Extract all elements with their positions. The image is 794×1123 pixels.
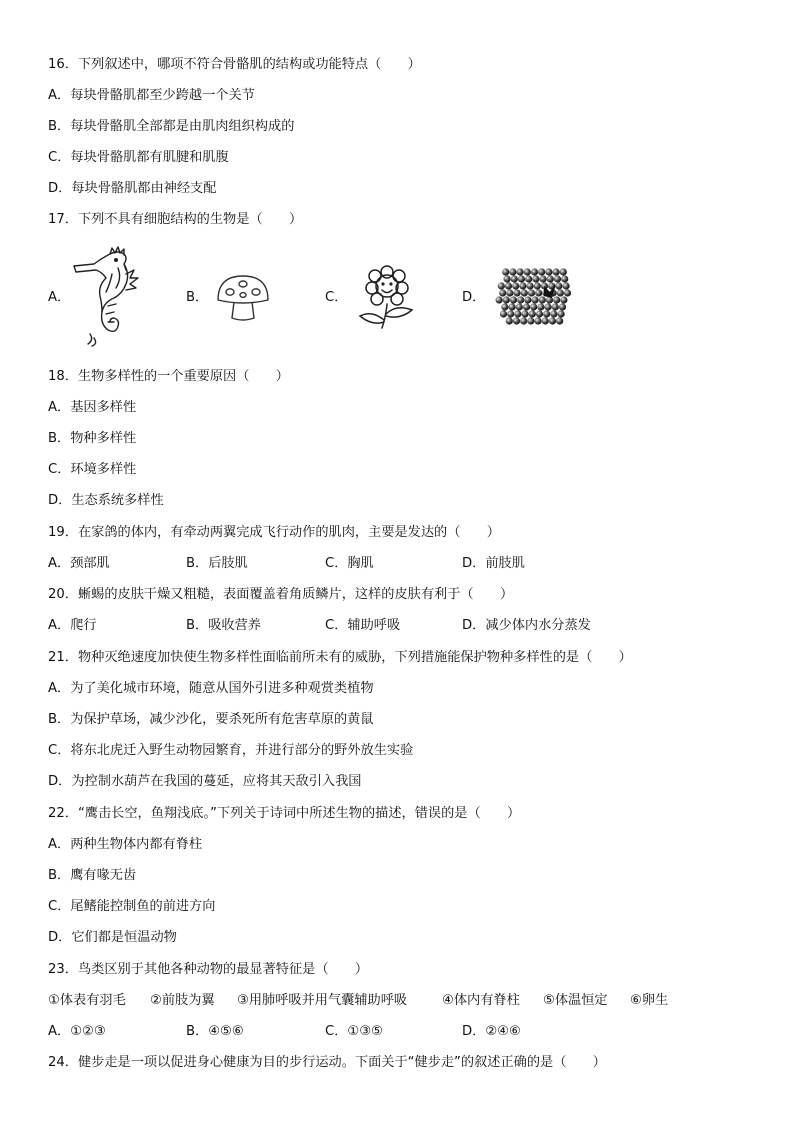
q16-option-b: B．每块骨骼肌全部都是由肌肉组织构成的 [48, 119, 295, 134]
virus-capsomere [505, 282, 512, 289]
virus-capsomere [560, 296, 567, 303]
virus-capsomere [552, 303, 559, 310]
q23-item: ⑥卵生 [630, 993, 669, 1008]
q23-option-b: B．④⑤⑥ [186, 1024, 244, 1039]
virus-capsomere [525, 275, 532, 282]
virus-capsomere [502, 268, 509, 275]
virus-capsomere [506, 317, 513, 324]
virus-capsomere [527, 317, 534, 324]
virus-capsomere [514, 310, 521, 317]
virus-capsomere [545, 303, 552, 310]
virus-capsomere [560, 268, 567, 275]
virus-capsomere [521, 289, 528, 296]
q17-option-c-label: C． [325, 290, 348, 305]
seahorse-icon [68, 244, 148, 348]
q22-option-b: B．鹰有喙无齿 [48, 868, 137, 883]
q20-stem: 20．蜥蜴的皮肤干燥又粗糙，表面覆盖着角质鳞片，这样的皮肤有利于（ ） [48, 587, 514, 602]
virus-capsomere [507, 310, 514, 317]
virus-capsomere [556, 317, 563, 324]
q24-stem: 24．健步走是一项以促进身心健康为目的步行运动。下面关于“健步走”的叙述正确的是（ ） [48, 1055, 606, 1070]
virus-capsomere [545, 268, 552, 275]
virus-capsomere [524, 268, 531, 275]
virus-capsomere [527, 282, 534, 289]
q20-option-c: C．辅助呼吸 [325, 618, 401, 633]
virus-capsomere [558, 310, 565, 317]
virus-capsomere [557, 289, 564, 296]
virus-capsomere [498, 282, 505, 289]
virus-capsomere [535, 317, 542, 324]
q23-stem: 23．鸟类区别于其他各种动物的最显著特征是（ ） [48, 962, 369, 977]
virus-capsomere [518, 275, 525, 282]
virus-capsomere [523, 303, 530, 310]
q23-item: ②前肢为翼 [150, 993, 215, 1008]
q19-stem: 19．在家鸽的体内，有牵动两翼完成飞行动作的肌肉，主要是发达的（ ） [48, 525, 500, 540]
q18-option-a: A．基因多样性 [48, 400, 137, 415]
virus-capsomere [509, 268, 516, 275]
virus-capsomere [532, 296, 539, 303]
virus-capsomere [559, 303, 566, 310]
q22-option-d: D．它们都是恒温动物 [48, 930, 177, 945]
q18-option-c: C．环境多样性 [48, 462, 137, 477]
virus-capsomere [514, 289, 521, 296]
q23-option-a: A．①②③ [48, 1024, 106, 1039]
q22-option-c: C．尾鳍能控制鱼的前进方向 [48, 899, 216, 914]
q20-option-a: A．爬行 [48, 618, 97, 633]
flower-icon [352, 264, 422, 332]
virus-capsomere [534, 282, 541, 289]
virus-capsomere [528, 289, 535, 296]
q19-option-d: D．前肢肌 [462, 556, 525, 571]
q21-option-d: D．为控制水葫芦在我国的蔓延，应将其天敌引入我国 [48, 774, 362, 789]
mushroom-icon [214, 272, 272, 324]
virus-capsomere [561, 275, 568, 282]
virus-capsomere [539, 296, 546, 303]
virus-capsomere [520, 317, 527, 324]
virus-capsomere [506, 289, 513, 296]
virus-capsomere [496, 296, 503, 303]
q20-option-d: D．减少体内水分蒸发 [462, 618, 591, 633]
virus-capsomere [553, 268, 560, 275]
q18-stem: 18．生物多样性的一个重要原因（ ） [48, 369, 289, 384]
q16-option-c: C．每块骨骼肌都有肌腱和肌腹 [48, 150, 229, 165]
virus-capsomere [517, 268, 524, 275]
virus-capsomere [519, 282, 526, 289]
q18-option-d: D．生态系统多样性 [48, 493, 164, 508]
virus-capsomere [538, 268, 545, 275]
virus-capsomere [522, 310, 529, 317]
q21-option-b: B．为保护草场，减少沙化，要杀死所有危害草原的黄鼠 [48, 712, 374, 727]
virus-capsomere [535, 289, 542, 296]
virus-capsomere [555, 282, 562, 289]
q19-option-c: C．胸肌 [325, 556, 374, 571]
virus-capsomere [530, 303, 537, 310]
q23-item: ③用肺呼吸并用气囊辅助呼吸 [237, 993, 408, 1008]
q16-option-a: A．每块骨骼肌都至少跨越一个关节 [48, 88, 255, 103]
q23-item: ⑤体温恒定 [543, 993, 608, 1008]
virus-capsomere [501, 303, 508, 310]
virus-capsomere [513, 317, 520, 324]
virus-capsomere [537, 303, 544, 310]
virus-capsomere [564, 289, 571, 296]
virus-capsomere [512, 282, 519, 289]
virus-capsomere [511, 275, 518, 282]
q23-item: ①体表有羽毛 [48, 993, 126, 1008]
virus-capsomere [543, 310, 550, 317]
virus-capsomere [532, 275, 539, 282]
q19-option-a: A．颈部肌 [48, 556, 110, 571]
q22-stem: 22．“鹰击长空，鱼翔浅底。”下列关于诗词中所述生物的描述，错误的是（ ） [48, 806, 521, 821]
q21-stem: 21．物种灭绝速度加快使生物多样性面临前所未有的威胁，下列措施能保护物种多样性的是（ ） [48, 650, 632, 665]
virus-capsomere [500, 310, 507, 317]
q20-option-b: B．吸收营养 [186, 618, 261, 633]
virus-capsomere [529, 310, 536, 317]
q17-option-d-label: D． [462, 290, 486, 305]
q21-option-c: C．将东北虎迁入野生动物园繁育，并进行部分的野外放生实验 [48, 743, 414, 758]
virus-capsomere [547, 275, 554, 282]
virus-capsomere [524, 296, 531, 303]
virus-capsomere [549, 317, 556, 324]
virus-capsomere [554, 275, 561, 282]
q18-option-b: B．物种多样性 [48, 431, 137, 446]
q16-stem: 16．下列叙述中，哪项不符合骨骼肌的结构或功能特点（ ） [48, 57, 421, 72]
q16-option-d: D．每块骨骼肌都由神经支配 [48, 181, 217, 196]
virus-capsomere [516, 303, 523, 310]
virus-capsomere [517, 296, 524, 303]
virus-capsomere [531, 268, 538, 275]
q23-option-c: C．①③⑤ [325, 1024, 383, 1039]
virus-capsomere [504, 275, 511, 282]
q17-option-b-label: B． [186, 290, 209, 305]
q19-option-b: B．后肢肌 [186, 556, 248, 571]
virus-capsomere [503, 296, 510, 303]
virus-capsomere [553, 296, 560, 303]
q22-option-a: A．两种生物体内都有脊柱 [48, 837, 203, 852]
q17-option-a-label: A． [48, 290, 71, 305]
virus-icon [492, 266, 578, 330]
virus-capsomere [499, 289, 506, 296]
virus-capsomere [509, 303, 516, 310]
q21-option-a: A．为了美化城市环境，随意从国外引进多种观赏类植物 [48, 681, 374, 696]
virus-capsomere [542, 317, 549, 324]
virus-capsomere [536, 310, 543, 317]
virus-capsomere [563, 282, 570, 289]
virus-capsomere [540, 275, 547, 282]
q23-option-d: D．②④⑥ [462, 1024, 521, 1039]
q23-item: ④体内有脊柱 [442, 993, 520, 1008]
virus-capsomere [550, 310, 557, 317]
virus-capsomere [510, 296, 517, 303]
q17-stem: 17．下列不具有细胞结构的生物是（ ） [48, 212, 303, 227]
